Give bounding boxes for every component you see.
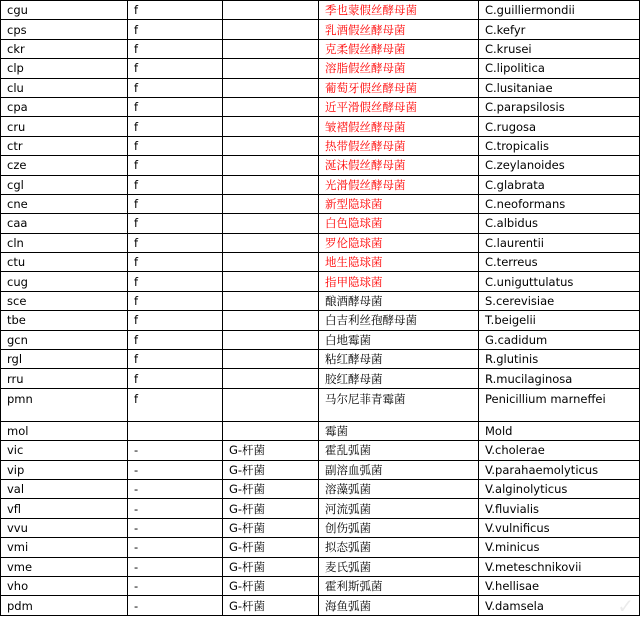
latin-name-cell: C.tropicalis [479,136,640,155]
table-row [1,441,640,460]
organism-code-cell: vme [1,557,128,576]
gram-stain-cell: - [128,538,223,557]
gram-stain-cell: - [128,479,223,498]
latin-name-cell: V.fluvialis [479,499,640,518]
chinese-name-cell: 季也蒙假丝酵母菌 [319,1,479,20]
table-row [1,576,640,595]
morphology-cell [223,272,319,291]
table-row [1,350,640,369]
organism-code-cell: vmi [1,538,128,557]
morphology-cell [223,253,319,272]
morphology-cell [223,175,319,194]
chinese-name-cell: 白色隐球菌 [319,214,479,233]
organism-code-cell: cze [1,156,128,175]
organism-code-cell: tbe [1,311,128,330]
chinese-name-cell: 乳酒假丝酵母菌 [319,20,479,39]
latin-name-cell: S.cerevisiae [479,291,640,310]
latin-name-cell: V.hellisae [479,576,640,595]
morphology-cell: G-杆菌 [223,518,319,537]
gram-stain-cell: - [128,576,223,595]
table-row [1,117,640,136]
table-row [1,194,640,213]
organism-code-cell: ctr [1,136,128,155]
latin-name-cell: C.guilliermondii [479,1,640,20]
table-row [1,421,640,440]
watermark-logo: ✓ [617,594,634,618]
table-row [1,557,640,576]
chinese-name-cell: 海鱼弧菌 [319,596,479,615]
organism-code-cell: gcn [1,330,128,349]
gram-stain-cell: f [128,20,223,39]
organism-code-cell: mol [1,421,128,440]
table-row [1,369,640,388]
chinese-name-cell: 皱褶假丝酵母菌 [319,117,479,136]
gram-stain-cell: f [128,350,223,369]
organism-code-cell: sce [1,291,128,310]
chinese-name-cell: 河流弧菌 [319,499,479,518]
latin-name-cell: C.zeylanoides [479,156,640,175]
organism-code-cell: ctu [1,253,128,272]
table-row [1,311,640,330]
morphology-cell [223,1,319,20]
chinese-name-cell: 葡萄牙假丝酵母菌 [319,78,479,97]
organism-code-cell: ckr [1,39,128,58]
morphology-cell [223,350,319,369]
table-row [1,518,640,537]
chinese-name-cell: 白吉利丝孢酵母菌 [319,311,479,330]
chinese-name-cell: 副溶血弧菌 [319,460,479,479]
chinese-name-cell: 粘红酵母菌 [319,350,479,369]
chinese-name-cell: 溶藻弧菌 [319,479,479,498]
chinese-name-cell: 光滑假丝酵母菌 [319,175,479,194]
gram-stain-cell: - [128,441,223,460]
organism-code-cell: caa [1,214,128,233]
latin-name-cell: C.parapsilosis [479,97,640,116]
morphology-cell: G-杆菌 [223,499,319,518]
gram-stain-cell: f [128,311,223,330]
latin-name-cell: T.beigelii [479,311,640,330]
morphology-cell [223,39,319,58]
morphology-cell: G-杆菌 [223,557,319,576]
gram-stain-cell: f [128,97,223,116]
morphology-cell [223,311,319,330]
latin-name-cell: C.neoformans [479,194,640,213]
gram-stain-cell: f [128,156,223,175]
gram-stain-cell: f [128,78,223,97]
gram-stain-cell: f [128,291,223,310]
table-row [1,39,640,58]
latin-name-cell: C.glabrata [479,175,640,194]
latin-name-cell: Penicillium marneffei [479,388,640,421]
table-row [1,596,640,615]
table-row [1,175,640,194]
latin-name-cell: V.damsela [479,596,640,615]
morphology-cell [223,388,319,421]
organism-code-cell: cug [1,272,128,291]
table-row [1,214,640,233]
gram-stain-cell: f [128,59,223,78]
gram-stain-cell: f [128,330,223,349]
morphology-cell: G-杆菌 [223,576,319,595]
chinese-name-cell: 涎沫假丝酵母菌 [319,156,479,175]
gram-stain-cell: f [128,253,223,272]
chinese-name-cell: 酿酒酵母菌 [319,291,479,310]
gram-stain-cell: - [128,596,223,615]
organism-code-cell: pmn [1,388,128,421]
organism-code-cell: vvu [1,518,128,537]
table-row [1,136,640,155]
table-row [1,460,640,479]
chinese-name-cell: 霉菌 [319,421,479,440]
latin-name-cell: C.lusitaniae [479,78,640,97]
organism-code-cell: cgl [1,175,128,194]
morphology-cell [223,136,319,155]
organism-code-cell: vip [1,460,128,479]
morphology-cell [223,233,319,252]
chinese-name-cell: 霍利斯弧菌 [319,576,479,595]
chinese-name-cell: 马尔尼菲青霉菌 [319,388,479,421]
gram-stain-cell: f [128,272,223,291]
gram-stain-cell: - [128,557,223,576]
organism-code-cell: cru [1,117,128,136]
gram-stain-cell: f [128,233,223,252]
latin-name-cell: V.parahaemolyticus [479,460,640,479]
latin-name-cell: C.albidus [479,214,640,233]
morphology-cell [223,330,319,349]
organism-code-cell: val [1,479,128,498]
chinese-name-cell: 罗伦隐球菌 [319,233,479,252]
latin-name-cell: V.alginolyticus [479,479,640,498]
latin-name-cell: C.laurentii [479,233,640,252]
table-row [1,78,640,97]
morphology-cell [223,20,319,39]
latin-name-cell: G.cadidum [479,330,640,349]
latin-name-cell: C.kefyr [479,20,640,39]
morphology-cell [223,369,319,388]
chinese-name-cell: 新型隐球菌 [319,194,479,213]
chinese-name-cell: 胶红酵母菌 [319,369,479,388]
latin-name-cell: V.minicus [479,538,640,557]
gram-stain-cell: f [128,136,223,155]
chinese-name-cell: 热带假丝酵母菌 [319,136,479,155]
gram-stain-cell: f [128,1,223,20]
table-row [1,1,640,20]
morphology-cell [223,156,319,175]
morphology-cell [223,117,319,136]
gram-stain-cell: - [128,499,223,518]
gram-stain-cell: f [128,117,223,136]
gram-stain-cell: f [128,388,223,421]
table-row [1,388,640,421]
organism-code-cell: rgl [1,350,128,369]
chinese-name-cell: 克柔假丝酵母菌 [319,39,479,58]
gram-stain-cell: f [128,214,223,233]
gram-stain-cell: f [128,369,223,388]
morphology-cell [223,59,319,78]
chinese-name-cell: 麦氏弧菌 [319,557,479,576]
latin-name-cell: R.glutinis [479,350,640,369]
morphology-cell: G-杆菌 [223,538,319,557]
morphology-cell: G-杆菌 [223,596,319,615]
morphology-cell: G-杆菌 [223,441,319,460]
organism-code-cell: vfl [1,499,128,518]
gram-stain-cell: - [128,518,223,537]
table-row [1,253,640,272]
morphology-cell [223,421,319,440]
organism-code-cell: cgu [1,1,128,20]
gram-stain-cell: f [128,175,223,194]
table-row [1,272,640,291]
latin-name-cell: C.rugosa [479,117,640,136]
table-row [1,291,640,310]
chinese-name-cell: 霍乱弧菌 [319,441,479,460]
table-row [1,479,640,498]
chinese-name-cell: 拟态弧菌 [319,538,479,557]
latin-name-cell: C.lipolitica [479,59,640,78]
latin-name-cell: Mold [479,421,640,440]
chinese-name-cell: 近平滑假丝酵母菌 [319,97,479,116]
chinese-name-cell: 溶脂假丝酵母菌 [319,59,479,78]
organism-code-cell: clu [1,78,128,97]
gram-stain-cell [128,421,223,440]
table-row [1,156,640,175]
chinese-name-cell: 指甲隐球菌 [319,272,479,291]
table-row [1,20,640,39]
morphology-cell [223,78,319,97]
latin-name-cell: C.krusei [479,39,640,58]
latin-name-cell: V.vulnificus [479,518,640,537]
organism-code-cell: vho [1,576,128,595]
morphology-cell [223,214,319,233]
latin-name-cell: C.uniguttulatus [479,272,640,291]
table-row [1,499,640,518]
morphology-cell: G-杆菌 [223,479,319,498]
table-row [1,538,640,557]
organism-table-body [1,1,640,616]
gram-stain-cell: f [128,39,223,58]
morphology-cell [223,97,319,116]
latin-name-cell: C.terreus [479,253,640,272]
table-row [1,97,640,116]
organism-code-cell: cln [1,233,128,252]
organism-code-cell: vic [1,441,128,460]
chinese-name-cell: 地生隐球菌 [319,253,479,272]
gram-stain-cell: f [128,194,223,213]
organism-code-cell: rru [1,369,128,388]
latin-name-cell: V.meteschnikovii [479,557,640,576]
organism-code-cell: cps [1,20,128,39]
morphology-cell [223,194,319,213]
organism-code-cell: cne [1,194,128,213]
organism-code-cell: cpa [1,97,128,116]
table-row [1,233,640,252]
organism-code-cell: clp [1,59,128,78]
table-row [1,330,640,349]
chinese-name-cell: 白地霉菌 [319,330,479,349]
table-row [1,59,640,78]
morphology-cell [223,291,319,310]
latin-name-cell: R.mucilaginosa [479,369,640,388]
latin-name-cell: V.cholerae [479,441,640,460]
organism-code-cell: pdm [1,596,128,615]
chinese-name-cell: 创伤弧菌 [319,518,479,537]
gram-stain-cell: - [128,460,223,479]
morphology-cell: G-杆菌 [223,460,319,479]
